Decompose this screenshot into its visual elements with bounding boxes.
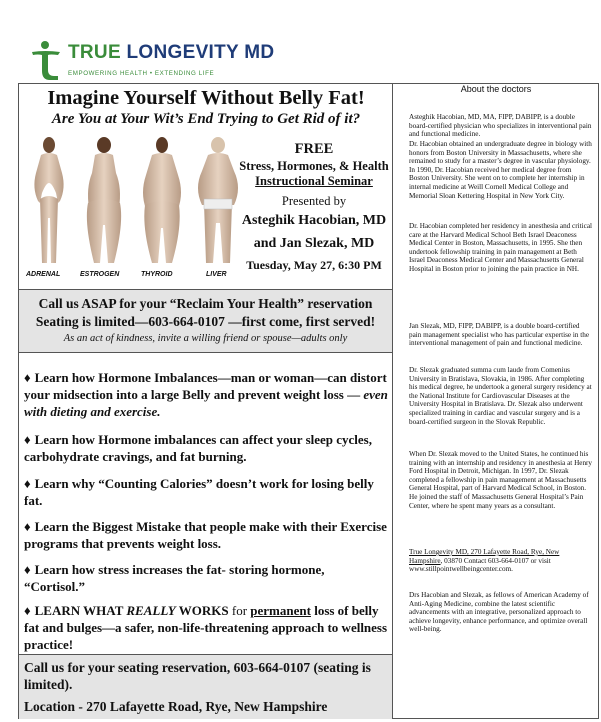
bullet-item: ♦ Learn why “Counting Calories” doesn’t work for losing belly fat. — [24, 476, 374, 508]
about-paragraph: When Dr. Slezak moved to the United States, he continued his training with an internship and residency in anesthesia at Henry Ford Hospital in Detroit, Michigan. In 1997, Dr. Slezak completed a fellowship in pain management at Massachusetts General Hospital, part of Harvard Medical School, in Boston. He joined the staff of Massachusetts General Hospital’s Pain Center, where he spent many years as a consultant. — [409, 450, 593, 510]
reservation-banner — [19, 289, 392, 353]
about-paragraph: Dr. Hacobian obtained an undergraduate degree in biology with honors from Boston University in Massachusetts, where she remained to study for a master’s degree in vascular physiology. In 1990, Dr. Hacobian received her medical degree from Boston University. She went on to complete her internship in internal medicine at Weill Cornell Medical College and Memorial Sloan Kettering Hospital in New York City. — [409, 140, 592, 200]
brand-name: TRUE LONGEVITY MD — [68, 42, 275, 63]
diamond-bullet-icon: ♦ — [24, 370, 31, 385]
estrogen-figure — [87, 137, 121, 263]
diamond-bullet-icon: ♦ — [24, 603, 31, 618]
seminar-doctor-2: and Jan Slezak, MD — [253, 236, 375, 251]
figure-label-liver: LIVER — [206, 271, 227, 278]
reservation-footer — [19, 654, 392, 719]
brand-logo — [28, 40, 275, 82]
banner-line-3: As an act of kindness, invite a willing friend or spouse—adults only — [63, 333, 348, 344]
banner-line-2: Seating is limited—603-664-0107 —first come, first served! — [35, 314, 376, 329]
about-paragraph: Dr. Hacobian completed her residency in anesthesia and critical care at the Harvard Medical School Beth Israel Deaconess Medical Center in Boston, Massachusetts, in 1995. She then undertook fellowship training in pain management at Beth Israel Deaconess Medical Center and Massachusetts General Hospital in Boston prior to joining the pain practice in NH. — [409, 222, 593, 273]
bullet-item: ♦ LEARN WHAT REALLY WORKS for permanent loss of belly fat and bulges—a safer, non-life-threatening approach to wellness practice! — [24, 603, 388, 652]
about-paragraph: Dr. Slezak graduated summa cum laude from Comenius University in Bratislava, Slovakia, in 1986. After completing his medical degree, he undertook a general surgery residency at the National Institute for Cardiovascular Diseases at the University Hospital in Bratislava. Dr. Slezak also underwent specialized training in cardiac and vascular surgery and is a board-certified surgeon in the Slovak Republic. — [409, 366, 592, 426]
seminar-presented-by: Presented by — [281, 194, 347, 208]
seminar-date: Tuesday, May 27, 6:30 PM — [246, 258, 382, 272]
contact-info: True Longevity MD, 270 Lafayette Road, Rye, New Hampshire, 03870 Contact 603-664-0107 or visit www.stillpointwellbeingcenter.com. — [409, 548, 560, 574]
footer-location-text: Location - 270 Lafayette Road, Rye, New Hampshire — [24, 699, 328, 714]
banner-line-1: Call us ASAP for your “Reclaim Your Health” reservation — [38, 296, 373, 311]
brand-tagline: EMPOWERING HEALTH • EXTENDING LIFE — [68, 70, 215, 77]
footer-reservation-text: Call us for your seating reservation, 603-664-0107 (seating is limited). — [24, 660, 371, 692]
adrenal-figure — [34, 137, 63, 263]
diamond-bullet-icon: ♦ — [24, 476, 31, 491]
bullet-item: ♦ Learn how Hormone Imbalances—man or woman—can distort your midsection into a large Belly and prevent weight loss — even with dieting and exercise. — [24, 370, 388, 419]
person-figure-icon — [28, 40, 66, 82]
figure-label-estrogen: ESTROGEN — [80, 271, 120, 278]
bullet-item: ♦ Learn how Hormone imbalances can affect your sleep cycles, carbohydrate cravings, and fat burning. — [24, 432, 372, 464]
seminar-free-label: FREE — [294, 141, 334, 157]
seminar-title-line2: Instructional Seminar — [255, 174, 373, 188]
headline: Imagine Yourself Without Belly Fat! — [47, 87, 365, 109]
figure-label-adrenal: ADRENAL — [26, 271, 61, 278]
liver-figure — [198, 137, 238, 263]
about-paragraph: Jan Slezak, MD, FIPP, DABIPP, is a double board-certified pain management specialist who has particular expertise in the interventional management of pain and functional medicine. — [409, 322, 590, 348]
bullet-item: ♦ Learn how stress increases the fat- storing hormone, “Cortisol.” — [24, 562, 325, 594]
about-closing: Drs Hacobian and Slezak, as fellows of American Academy of Anti-Aging Medicine, combine the latest scientific advancements with an integrative, personalized approach to achieve longevity, enhance performance, and optimize overall well-being. — [409, 591, 589, 634]
bullet-item: ♦ Learn the Biggest Mistake that people make with their Exercise programs that prevents weight loss. — [24, 519, 387, 551]
seminar-title-line1: Stress, Hormones, & Health — [239, 159, 389, 173]
thyroid-figure — [143, 137, 181, 263]
body-types-illustration — [22, 133, 242, 280]
figure-label-thyroid: THYROID — [141, 271, 173, 278]
subheadline: Are You at Your Wit’s End Trying to Get Rid of it? — [51, 111, 361, 127]
contact-address-link[interactable]: True Longevity MD, 270 Lafayette Road, Rye, New Hampshire — [409, 548, 560, 565]
about-paragraph: Asteghik Hacobian, MD, MA, FIPP, DABIPP, is a double board-certified physician who specializes in interventional pain and functional medicine. — [409, 113, 592, 139]
diamond-bullet-icon: ♦ — [24, 519, 31, 534]
diamond-bullet-icon: ♦ — [24, 562, 31, 577]
about-title: About the doctors — [460, 84, 532, 94]
diamond-bullet-icon: ♦ — [24, 432, 31, 447]
seminar-doctor-1: Asteghik Hacobian, MD — [241, 213, 387, 228]
